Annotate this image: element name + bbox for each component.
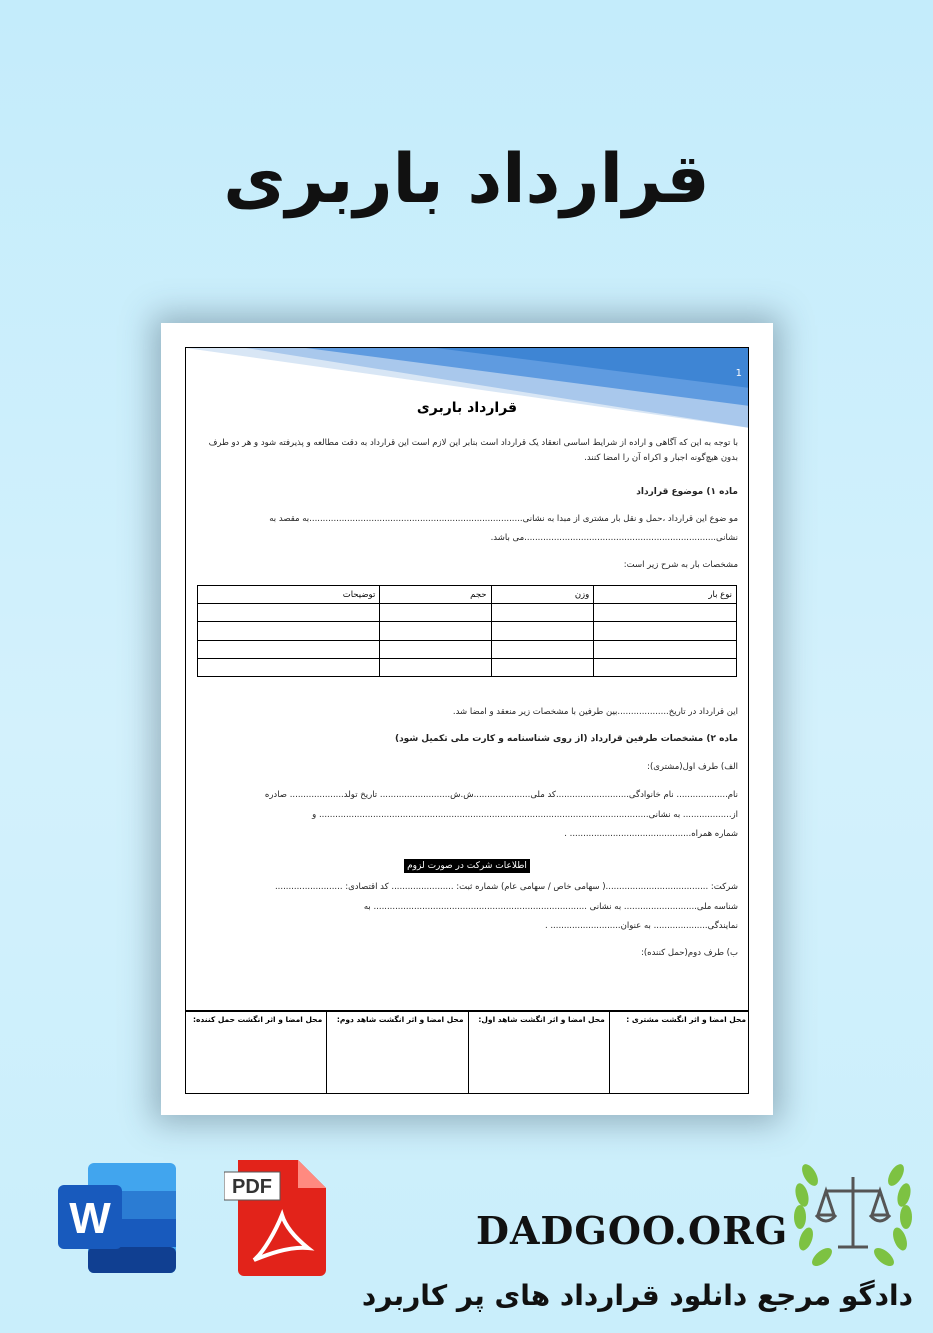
date-line: این قرارداد در تاریخ...................بین طرفین با مشخصات زیر منعقد و امضا شد. xyxy=(452,707,738,717)
table-header-cell: توضیحات xyxy=(198,586,380,604)
table-header-cell: نوع بار xyxy=(594,586,737,604)
table-row[interactable] xyxy=(198,622,737,640)
party-a-label: الف) طرف اول(مشتری): xyxy=(647,762,738,772)
header-banner xyxy=(186,348,749,428)
signature-cell-witness2: محل امضا و اثر انگشت شاهد دوم: xyxy=(326,1012,467,1094)
pdf-icon[interactable] xyxy=(224,1160,326,1276)
signature-table xyxy=(186,1010,749,1094)
table-row[interactable] xyxy=(198,640,737,658)
table-row[interactable] xyxy=(198,604,737,622)
representative-line: نمایندگی.................... به عنوان.......................... . xyxy=(544,921,738,931)
table-header-cell: وزن xyxy=(491,586,594,604)
company-info-label: اطلاعات شرکت در صورت لزوم xyxy=(186,853,748,873)
svg-text:W: W xyxy=(69,1194,111,1243)
article1-line2: نشانی.......................................................................می باشد. xyxy=(490,533,738,543)
svg-text:PDF: PDF xyxy=(232,1176,272,1198)
intro-paragraph: با توجه به این که آگاهی و اراده از شرایط اساسی انعقاد یک قرارداد است بنابر این لازم است این قرارداد به دقت مطالعه و پذیرفته شود و هر دو طرف بدون هیچ‌گونه اجبار و اکراه آن را امضا کنند. xyxy=(208,438,738,463)
signature-cell-customer: محل امضا و اثر انگشت مشتری : xyxy=(609,1012,749,1094)
signature-cell-carrier: محل امضا و اثر انگشت حمل کننده: xyxy=(193,1015,323,1024)
address-line: از.................. به نشانی.......................................................................................................................... و xyxy=(312,810,738,820)
table-header-row xyxy=(198,586,737,604)
table-header-cell: حجم xyxy=(380,586,491,604)
company-line: شرکت: ......................................( سهامی خاص / سهامی عام) شماره ثبت: ....................... کد اقتصادی: ......................... xyxy=(274,882,738,892)
party-b-label: ب) طرف دوم(حمل کننده): xyxy=(640,948,738,958)
document-title: قرارداد باربری xyxy=(416,400,518,416)
mobile-line: شماره همراه............................................. . xyxy=(564,829,738,839)
document-frame xyxy=(185,347,749,1094)
page-title: قرارداد باربری xyxy=(223,140,710,219)
article1-line1: مو ضوع این قرارداد ،حمل و نقل بار مشتری از مبدا به نشانی...............................................................................به مقصد به xyxy=(269,514,738,524)
brand-tagline: دادگو مرجع دانلود قرارداد های پر کاربرد xyxy=(361,1279,913,1312)
article1-title: ماده ۱) موضوع قرارداد xyxy=(636,487,738,497)
brand-name[interactable]: DADGOO.ORG xyxy=(476,1208,789,1253)
dadgoo-logo-icon xyxy=(790,1155,916,1273)
article2-title: ماده ۲) مشخصات طرفین قرارداد (از روی شناسنامه و کارت ملی تکمیل شود) xyxy=(394,734,738,744)
table-row[interactable] xyxy=(198,658,737,676)
cargo-intro: مشخصات بار به شرح زیر است: xyxy=(623,560,738,570)
cargo-table xyxy=(197,585,737,677)
document-preview xyxy=(161,323,773,1115)
signature-cell-witness1: محل امضا و اثر انگشت شاهد اول: xyxy=(468,1012,609,1094)
name-line: نام................... نام خانوادگی...........................کد ملی.....................ش.ش.......................... تاریخ تولد.................... صادره xyxy=(264,790,738,800)
page-number: 1 xyxy=(735,368,742,379)
national-id-line: شناسه ملی........................... به نشانی ............................................................................... به xyxy=(363,902,738,912)
word-icon[interactable] xyxy=(58,1163,176,1273)
